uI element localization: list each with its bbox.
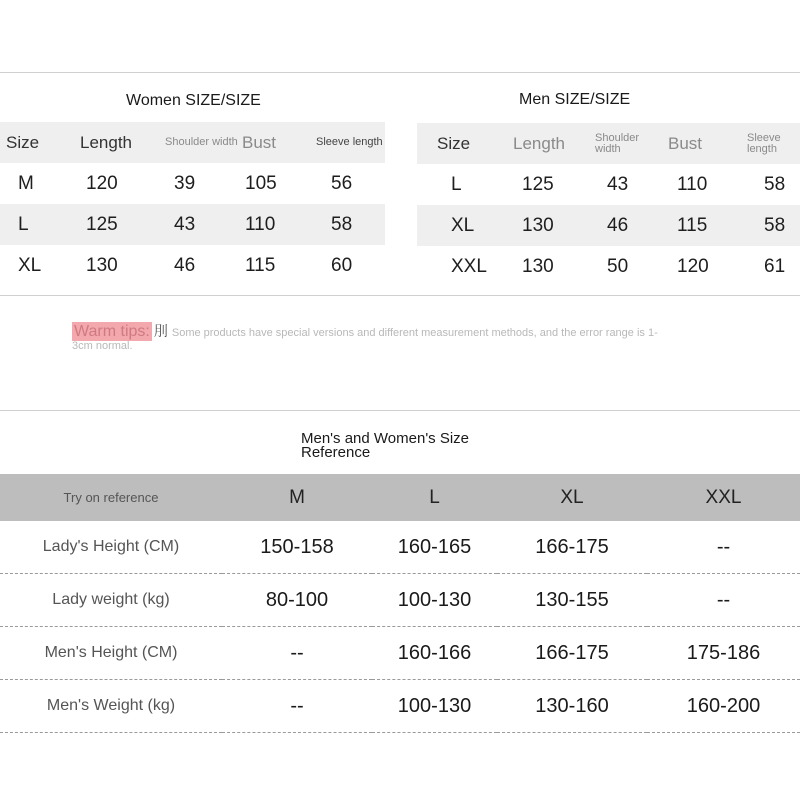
cell-xxl: -- <box>647 521 800 574</box>
section-divider <box>0 410 800 411</box>
header-size: Size <box>0 122 80 163</box>
header-size-xl: XL <box>497 474 647 521</box>
header-size-xxl: XXL <box>647 474 800 521</box>
women-header-row <box>0 122 385 163</box>
header-length: Length <box>497 123 577 164</box>
cell-shoulder: 43 <box>165 204 242 245</box>
header-sleeve-length: Sleeve length <box>316 122 385 163</box>
table-row <box>417 246 800 287</box>
header-sleeve-length: Sleeve length <box>729 123 800 164</box>
cell-xl: 166-175 <box>497 627 647 680</box>
men-header-row <box>417 123 800 164</box>
size-reference-table <box>0 474 800 733</box>
cell-sleeve: 58 <box>316 204 385 245</box>
row-label: Men's Weight (kg) <box>0 680 222 733</box>
cell-bust: 110 <box>677 173 708 195</box>
cell-m: 80-100 <box>222 574 372 627</box>
table-row <box>0 245 385 286</box>
cell-sleeve: 60 <box>331 254 353 276</box>
cell-bust: 120 <box>677 255 709 277</box>
cell-shoulder: 39 <box>174 172 196 194</box>
warm-tips-mark: 刖 <box>153 323 168 339</box>
warm-tips <box>72 325 672 353</box>
cell-sleeve: 58 <box>764 173 786 195</box>
cell-sleeve: 58 <box>729 205 800 246</box>
table-row <box>0 627 800 680</box>
cell-length: 125 <box>80 204 165 245</box>
table-row <box>417 205 800 246</box>
cell-size: M <box>18 172 34 194</box>
cell-m: -- <box>222 680 372 733</box>
cell-bust: 110 <box>242 204 316 245</box>
cell-shoulder: 43 <box>607 173 629 195</box>
cell-bust: 115 <box>245 254 276 276</box>
cell-sleeve: 61 <box>764 255 786 277</box>
cell-size: L <box>451 173 462 195</box>
cell-xl: 130-160 <box>497 680 647 733</box>
header-shoulder-width: Shoulder width <box>577 123 654 164</box>
women-table-title: Women SIZE/SIZE <box>126 92 261 109</box>
header-size: Size <box>417 123 497 164</box>
cell-l: 100-130 <box>372 680 497 733</box>
cell-bust: 105 <box>245 172 277 194</box>
women-size-table <box>0 122 385 286</box>
header-try-on-reference: Try on reference <box>0 474 222 521</box>
header-bust: Bust <box>242 122 316 163</box>
cell-length: 130 <box>497 205 577 246</box>
men-size-table <box>417 123 800 287</box>
header-length: Length <box>80 122 165 163</box>
header-shoulder-width: Shoulder width <box>165 122 242 163</box>
reference-header-row <box>0 474 800 521</box>
cell-xxl: 175-186 <box>647 627 800 680</box>
warm-tips-label: Warm tips: <box>74 323 150 340</box>
header-size-l: L <box>372 474 497 521</box>
cell-bust: 115 <box>654 205 729 246</box>
cell-xxl: 160-200 <box>647 680 800 733</box>
cell-size: XL <box>417 205 497 246</box>
cell-l: 100-130 <box>372 574 497 627</box>
cell-xxl: -- <box>647 574 800 627</box>
cell-shoulder: 46 <box>174 254 196 276</box>
reference-title: Men's and Women's Size Reference <box>301 430 470 461</box>
cell-l: 160-165 <box>372 521 497 574</box>
cell-length: 130 <box>86 254 118 276</box>
top-divider <box>0 72 800 73</box>
cell-size: XL <box>18 254 42 276</box>
cell-length: 120 <box>86 172 118 194</box>
cell-m: 150-158 <box>222 521 372 574</box>
cell-xl: 130-155 <box>497 574 647 627</box>
cell-sleeve: 56 <box>331 172 353 194</box>
cell-l: 160-166 <box>372 627 497 680</box>
row-label: Lady weight (kg) <box>0 574 222 627</box>
cell-size: XXL <box>451 255 487 277</box>
header-bust: Bust <box>654 123 729 164</box>
middle-divider <box>0 295 800 296</box>
table-row <box>0 574 800 627</box>
cell-length: 125 <box>522 173 554 195</box>
table-row <box>0 521 800 574</box>
men-table-title: Men SIZE/SIZE <box>519 91 631 108</box>
cell-m: -- <box>222 627 372 680</box>
cell-size: L <box>0 204 80 245</box>
cell-xl: 166-175 <box>497 521 647 574</box>
cell-shoulder: 50 <box>607 255 629 277</box>
cell-shoulder: 46 <box>577 205 654 246</box>
warm-tips-text: Some products have special versions and different measurement methods, and the error range is 1-3cm normal. <box>72 327 658 352</box>
header-size-m: M <box>222 474 372 521</box>
row-label: Men's Height (CM) <box>0 627 222 680</box>
table-row <box>0 204 385 245</box>
table-row <box>0 680 800 733</box>
table-row <box>417 164 800 205</box>
row-label: Lady's Height (CM) <box>0 521 222 574</box>
table-row <box>0 163 385 204</box>
cell-length: 130 <box>522 255 554 277</box>
